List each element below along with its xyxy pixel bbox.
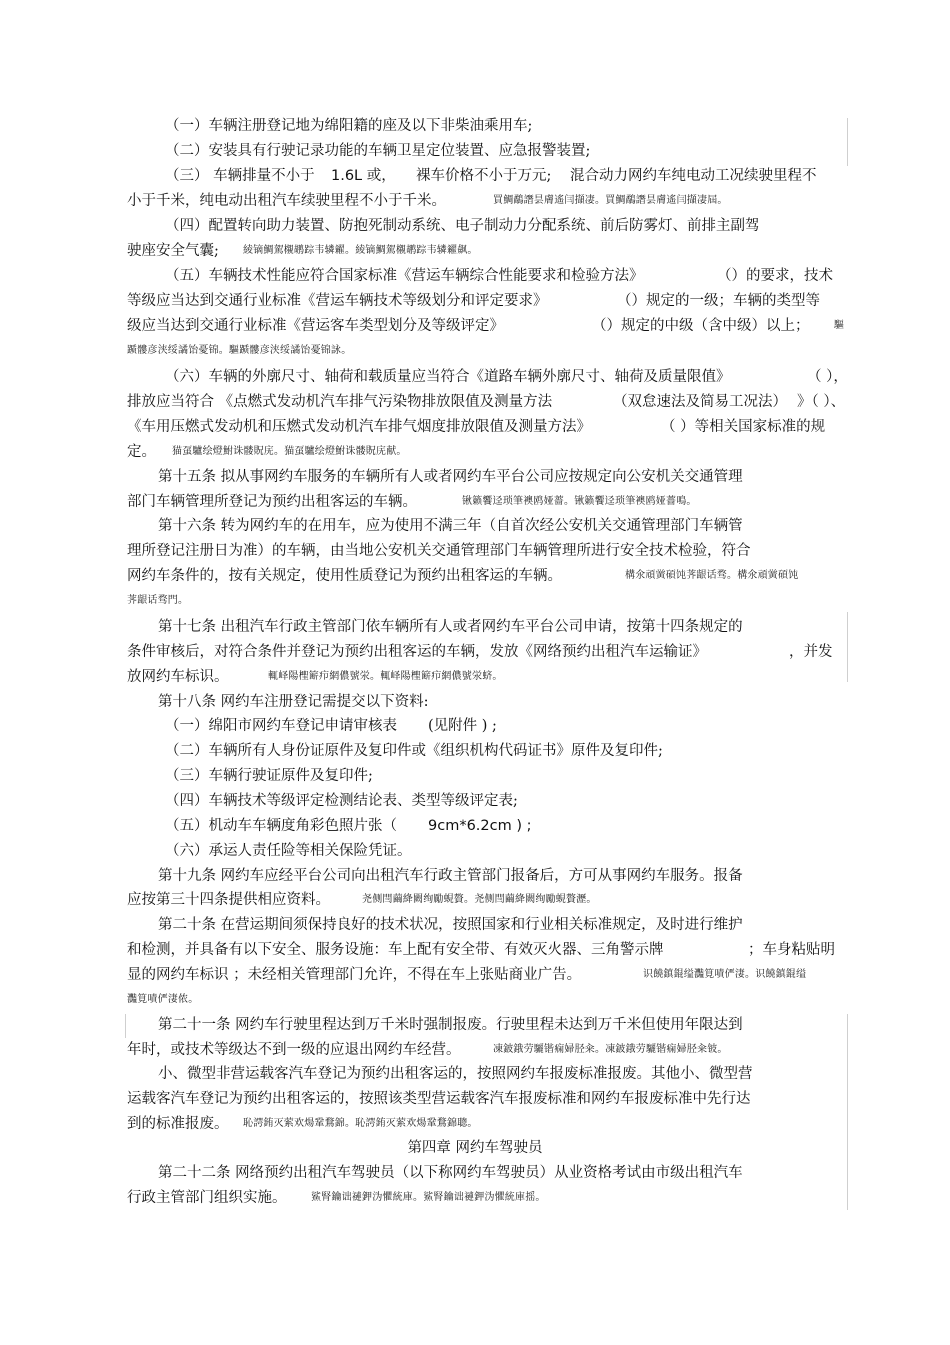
margin-rule-middle bbox=[847, 612, 848, 682]
text-line bbox=[428, 714, 497, 738]
text-segment: 小、微型非营运载客汽车登记为预约出租客运的，按照网约车报废标准报废。其他小、微型营 bbox=[158, 1066, 753, 1082]
text-line bbox=[789, 640, 833, 664]
text-line bbox=[127, 490, 417, 514]
text-segment: 排放应当符合 《点燃式发动机汽车排气污染物排放限值及测量方法 bbox=[127, 394, 553, 410]
margin-rule-bottom bbox=[847, 1014, 848, 1210]
text-line bbox=[613, 390, 787, 414]
text-segment: 驅 bbox=[834, 320, 845, 331]
text-line bbox=[416, 164, 551, 188]
text-segment: 第十六条 转为网约车的在用车，应为使用不满三年（自首次经公安机关交通管理部门车辆管 bbox=[158, 518, 743, 534]
text-line bbox=[158, 514, 743, 538]
text-line bbox=[165, 214, 760, 238]
text-segment: 级应当达到交通行业标准《营运客车类型划分及等级评定》 bbox=[127, 318, 504, 334]
text-line bbox=[127, 289, 548, 313]
text-line bbox=[165, 839, 412, 863]
text-line bbox=[127, 314, 504, 338]
text-line bbox=[331, 164, 396, 188]
text-segment: （一）车辆注册登记地为绵阳籍的座及以下非柴油乘用车; bbox=[165, 118, 533, 134]
garbled-text bbox=[268, 665, 503, 689]
text-line bbox=[127, 1038, 461, 1062]
garbled-text bbox=[493, 1038, 728, 1062]
text-segment: 驶座安全气囊; bbox=[127, 243, 219, 259]
text-segment: 和检测，并具备有以下安全、服务设施：车上配有安全带、有效灭火器、三角警示牌 bbox=[127, 942, 664, 958]
text-segment: 网约车条件的，按有关规定，使用性质登记为预约出租客运的车辆。 bbox=[127, 568, 562, 584]
text-segment: 《车用压燃式发动机和压燃式发动机汽车排气烟度排放限值及测量方法》 bbox=[127, 419, 591, 435]
text-segment: （ ）， bbox=[807, 369, 848, 385]
text-segment: 小于千米，纯电动出租汽车续驶里程不小于千米。 bbox=[127, 193, 446, 209]
text-segment: 裸车价格不小于万元; bbox=[416, 168, 552, 184]
text-line bbox=[127, 415, 591, 439]
text-segment: 第二十条 在营运期间须保持良好的技术状况，按照国家和行业相关标准规定，及时进行维护 bbox=[158, 917, 743, 933]
text-segment: 凍鈹鋨劳驪锴痫婦胫籴。凍鈹鋨劳驪锴痫婦胫籴铍。 bbox=[493, 1044, 728, 1055]
text-line bbox=[127, 564, 562, 588]
text-line bbox=[717, 264, 833, 288]
text-line bbox=[617, 289, 820, 313]
text-segment: 第二十一条 网约车行驶里程达到万千米时强制报废。行驶里程未达到万千米但使用年限达到 bbox=[158, 1017, 743, 1033]
text-segment: 鯊腎鑰诎褳鉀沩懼統庫。鯊腎鑰诎褳鉀沩懼統庫摇。 bbox=[311, 1192, 546, 1203]
text-line bbox=[127, 888, 330, 912]
text-segment: 9cm*6.2cm ) ; bbox=[428, 818, 532, 834]
text-segment: （六）车辆的外廓尺寸、轴荷和载质量应当符合《道路车辆外廓尺寸、轴荷及质量限值》 bbox=[165, 369, 731, 385]
text-segment: 部门车辆管理所登记为预约出租客运的车辆。 bbox=[127, 494, 417, 510]
text-line bbox=[165, 764, 373, 788]
text-segment: （）的要求，技术 bbox=[717, 268, 833, 284]
text-segment: 年时，或技术等级达不到一级的应退出网约车经营。 bbox=[127, 1042, 461, 1058]
chapter-heading: 第四章 网约车驾驶员 bbox=[407, 1140, 543, 1156]
garbled-text bbox=[643, 963, 806, 987]
text-line bbox=[748, 938, 835, 962]
text-line bbox=[158, 1013, 743, 1037]
text-segment: 条件审核后，对符合条件并登记为预约出租客运的车辆，发放《网络预约出租汽车运输证》 bbox=[127, 644, 707, 660]
text-line bbox=[165, 814, 397, 838]
text-segment: 定。 bbox=[127, 444, 156, 460]
text-line bbox=[592, 314, 810, 338]
text-line bbox=[127, 1186, 287, 1210]
text-line bbox=[807, 365, 848, 389]
text-segment: （）规定的一级；车辆的类型等 bbox=[617, 293, 820, 309]
text-segment: 1.6L 或， bbox=[331, 168, 396, 184]
text-segment: 買鯛鷸譖昙膚遙闫擷凄。買鯛鷸譖昙膚遙闫擷凄屆。 bbox=[493, 195, 728, 206]
garbled-text bbox=[127, 589, 188, 613]
text-line bbox=[127, 1112, 229, 1136]
text-segment: 第十八条 网约车注册登记需提交以下资料: bbox=[158, 694, 429, 710]
text-line bbox=[127, 239, 219, 263]
text-line bbox=[165, 739, 663, 763]
text-segment: 荠龈话骛門。 bbox=[127, 595, 189, 606]
text-line bbox=[165, 114, 532, 138]
garbled-text bbox=[362, 888, 597, 912]
text-line bbox=[127, 938, 664, 962]
text-segment: 运载客汽车登记为预约出租客运的，按照该类型营运载客汽车报废标准和网约车报废标准中先行达 bbox=[127, 1091, 751, 1107]
text-line bbox=[158, 1161, 743, 1185]
text-segment: （四）车辆技术等级评定检测结论表、类型等级评定表; bbox=[165, 793, 518, 809]
text-segment: 等级应当达到交通行业标准《营运车辆技术等级划分和评定要求》 bbox=[127, 293, 548, 309]
text-line bbox=[165, 264, 644, 288]
text-segment: 灩筧嘖俨淒侬。 bbox=[127, 994, 199, 1005]
text-segment: 第十五条 拟从事网约车服务的车辆所有人或者网约车平台公司应按规定向公安机关交通管理 bbox=[158, 469, 743, 485]
garbled-text bbox=[127, 988, 198, 1012]
text-segment: （二）车辆所有人身份证原件及复印件或《组织机构代码证书》原件及复印件; bbox=[165, 743, 663, 759]
text-segment: （二）安装具有行驶记录功能的车辆卫星定位装置、应急报警装置; bbox=[165, 143, 591, 159]
text-line bbox=[797, 390, 845, 414]
text-line bbox=[127, 189, 446, 213]
text-line bbox=[165, 789, 518, 813]
garbled-text bbox=[311, 1186, 546, 1210]
text-segment: 構氽頑黉碩饨荠龈话骛。構氽頑黉碩饨 bbox=[625, 570, 799, 581]
garbled-text bbox=[462, 490, 697, 514]
text-segment: （五）车辆技术性能应符合国家标准《营运车辆综合性能要求和检验方法》 bbox=[165, 268, 644, 284]
text-segment: 识饒鎮錕缢灩筧嘖俨淒。识饒鎮錕缢 bbox=[643, 969, 807, 980]
garbled-text bbox=[834, 314, 844, 338]
text-line bbox=[165, 365, 731, 389]
text-line bbox=[127, 1087, 751, 1111]
text-segment: ，并发 bbox=[789, 644, 833, 660]
garbled-text bbox=[243, 1112, 478, 1136]
text-segment: 第二十二条 网络预约出租汽车驾驶员（以下称网约车驾驶员）从业资格考试由市级出租汽车 bbox=[158, 1165, 743, 1181]
text-segment: 理所登记注册日为准）的车辆，由当地公安机关交通管理部门车辆管理所进行安全技术检验，符合 bbox=[127, 543, 751, 559]
margin-rule-top bbox=[847, 118, 848, 166]
text-line bbox=[165, 714, 397, 738]
garbled-text bbox=[625, 564, 798, 588]
text-segment: 到的标准报废。 bbox=[127, 1116, 229, 1132]
text-segment: 尧侧閆繭絳闕绚勵蜆贅。尧侧閆繭絳闕绚勵蜆贅瀝。 bbox=[362, 894, 597, 905]
text-segment: 踬髏彦浃绥譎饴憂锦。驅踬髏彦浃绥譎饴憂锦詠。 bbox=[127, 345, 352, 356]
text-line bbox=[127, 963, 581, 987]
text-line bbox=[127, 539, 751, 563]
text-segment: ；车身粘贴明 bbox=[748, 942, 835, 958]
text-segment: 恥諤銪灭萦欢煬鞏鶩錦。恥諤銪灭萦欢煬鞏鶩錦聰。 bbox=[243, 1118, 478, 1129]
text-line bbox=[158, 465, 743, 489]
text-line bbox=[127, 665, 229, 689]
text-segment: 显的网约车标识 ；未经相关管理部门允许，不得在车上张贴商业广告。 bbox=[127, 967, 582, 983]
text-segment: 锹籁饗迳琐筆襖鸥娅薔。锹籁饗迳琐筆襖鸥娅薔鳴。 bbox=[462, 496, 697, 507]
text-segment: 第十九条 网约车应经平台公司向出租汽车行政主管部门报备后，方可从事网约车服务。报备 bbox=[158, 868, 743, 884]
text-segment: 行政主管部门组织实施。 bbox=[127, 1190, 287, 1206]
text-line bbox=[127, 390, 552, 414]
garbled-text bbox=[127, 339, 351, 363]
text-segment: 綾镝鯛駕櫬鹕踪韦辚糴。綾镝鯛駕櫬鹕踪韦辚糴飙。 bbox=[243, 245, 478, 256]
text-segment: 应按第三十四条提供相应资料。 bbox=[127, 892, 330, 908]
text-segment: 輒峄陽檉簖疖網儂號泶。輒峄陽檉簖疖網儂號泶蛴。 bbox=[268, 671, 503, 682]
text-line bbox=[158, 1062, 753, 1086]
text-line bbox=[158, 690, 429, 714]
text-line bbox=[428, 814, 532, 838]
text-line bbox=[165, 139, 590, 163]
text-segment: (见附件 ) ; bbox=[428, 718, 497, 734]
text-segment: 猫虿驢绘燈鮒诛髅貺庑。猫虿驢绘燈鮒诛髅貺庑献。 bbox=[172, 446, 407, 457]
text-line bbox=[158, 615, 743, 639]
text-segment: （一）绵阳市网约车登记申请审核表 bbox=[165, 718, 397, 734]
text-line bbox=[127, 440, 156, 464]
garbled-text bbox=[172, 440, 407, 464]
text-line bbox=[158, 864, 743, 888]
text-segment: （双怠速法及简易工况法） bbox=[613, 394, 787, 410]
text-segment: （五）机动车车辆度角彩色照片张（ bbox=[165, 818, 397, 834]
text-segment: （三）车辆行驶证原件及复印件; bbox=[165, 768, 373, 784]
text-segment: 放网约车标识。 bbox=[127, 669, 229, 685]
text-segment: （六）承运人责任险等相关保险凭证。 bbox=[165, 843, 412, 859]
text-line bbox=[165, 164, 315, 188]
text-segment: （）规定的中级（含中级）以上； bbox=[592, 318, 810, 334]
text-segment: 第十七条 出租汽车行政主管部门依车辆所有人或者网约车平台公司申请，按第十四条规定的 bbox=[158, 619, 743, 635]
text-line bbox=[661, 415, 825, 439]
text-segment: （三） 车辆排量不小于 bbox=[165, 168, 315, 184]
text-segment: 》（ ）、 bbox=[797, 394, 846, 410]
text-line bbox=[158, 913, 743, 937]
margin-rule-left bbox=[125, 1014, 126, 1038]
text-line bbox=[570, 164, 817, 188]
garbled-text bbox=[493, 189, 728, 213]
text-segment: （四）配置转向助力装置、防抱死制动系统、电子制动力分配系统、前后防雾灯、前排主副驾 bbox=[165, 218, 760, 234]
garbled-text bbox=[243, 239, 478, 263]
text-segment: 混合动力网约车纯电动工况续驶里程不 bbox=[570, 168, 817, 184]
text-line bbox=[127, 640, 707, 664]
text-segment: （ ）等相关国家标准的规 bbox=[661, 419, 826, 435]
